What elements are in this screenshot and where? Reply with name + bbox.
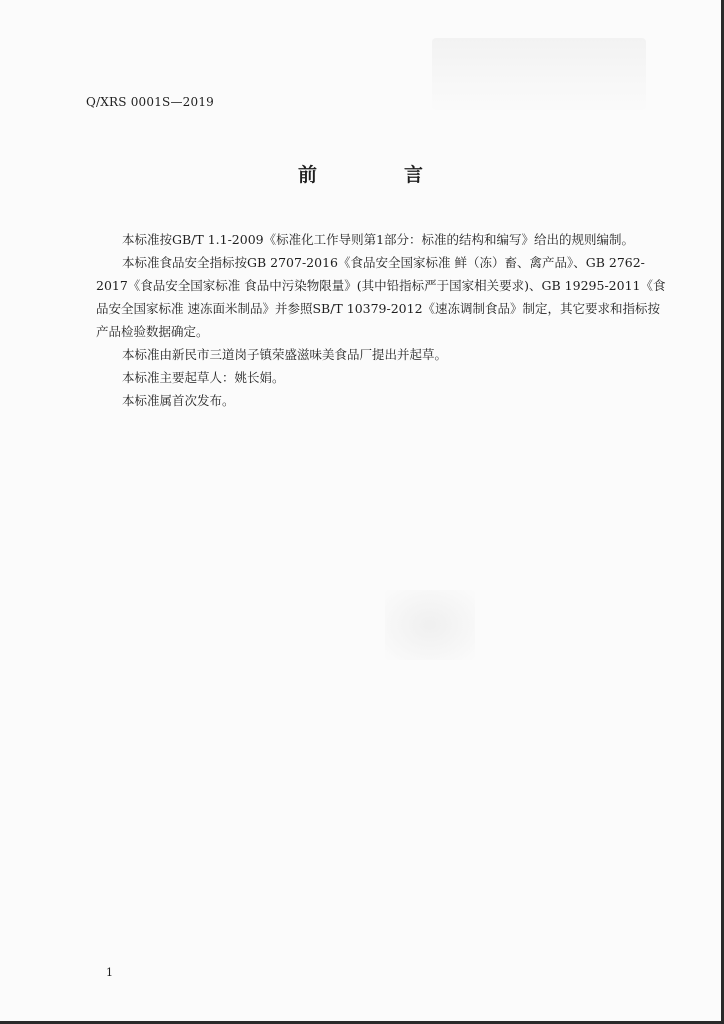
foreword-body	[96, 228, 670, 412]
page-number: 1	[106, 966, 113, 979]
faded-watermark	[385, 590, 475, 660]
paragraph-first-release: 本标准属首次发布。	[122, 393, 235, 408]
paragraph-drafter: 本标准主要起草人：姚长娟。	[122, 370, 285, 385]
paragraph-proposer: 本标准由新民市三道岗子镇荣盛滋味美食品厂提出并起草。	[122, 347, 448, 362]
paragraph-safety-indicators: 本标准食品安全指标按GB 2707-2016《食品安全国家标准 鲜（冻）畜、禽产品》、GB 2762-2017《食品安全国家标准 食品中污染物限量》(其中铅指标严于国家相关要求)、GB 19295-2011《食品安全国家标准 速冻面米制品》并参照SB/T 10379-2012《速冻调制食品》制定，其它要求和指标按产品检验数据确定。	[96, 255, 666, 339]
page-title: 前 言	[297, 164, 457, 186]
faded-stamp-mark	[432, 38, 646, 110]
standard-code: Q/XRS 0001S—2019	[86, 95, 214, 109]
paragraph-compilation-rules: 本标准按GB/T 1.1-2009《标准化工作导则第1部分：标准的结构和编写》给出的规则编制。	[122, 232, 635, 247]
